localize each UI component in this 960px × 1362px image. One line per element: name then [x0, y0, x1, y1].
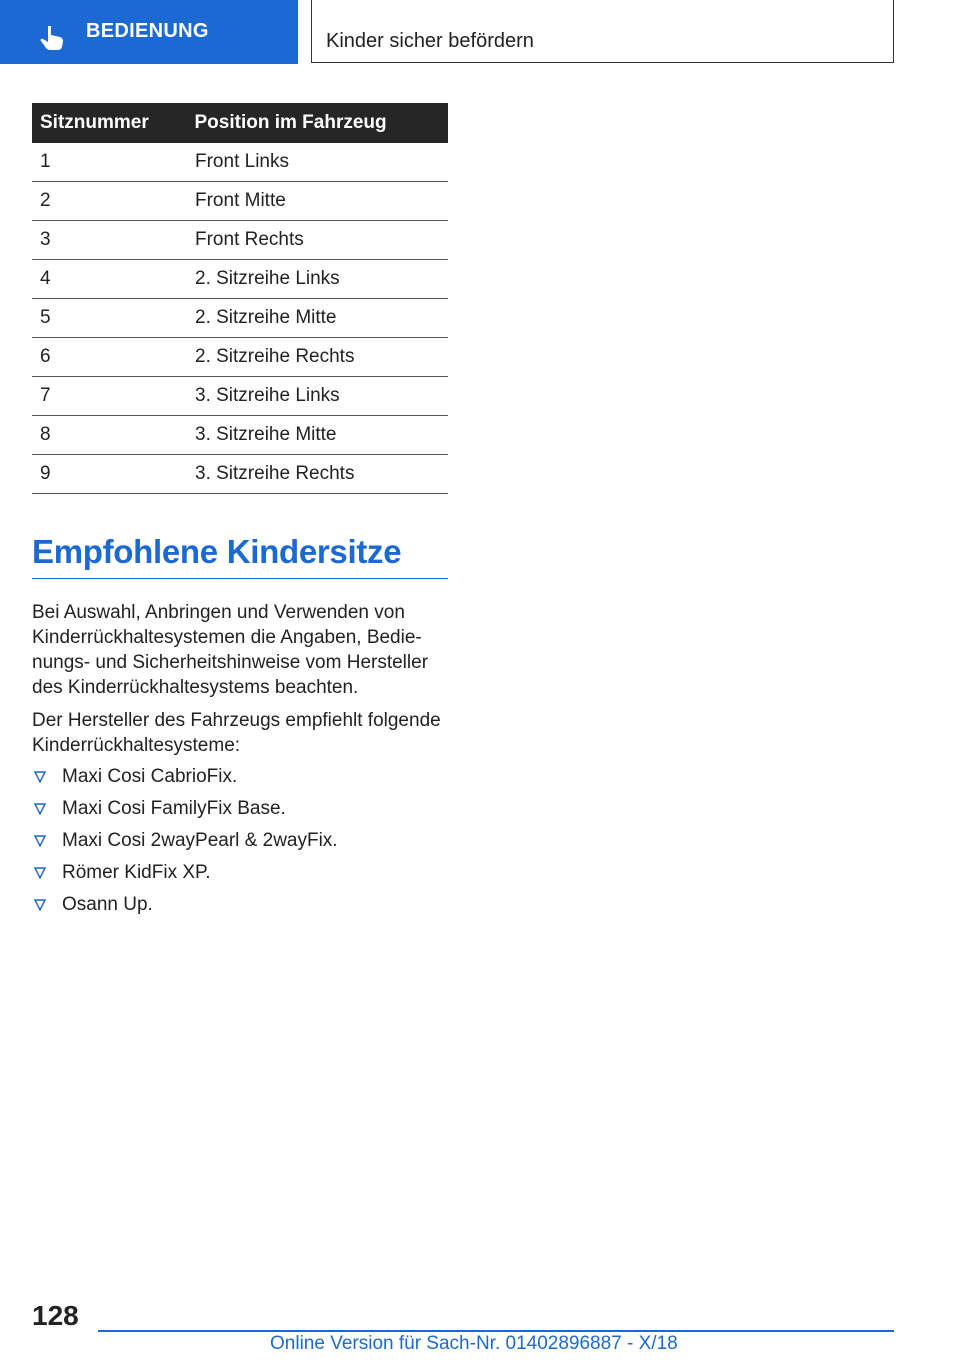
table-row: [32, 182, 448, 221]
seat-number: 8: [32, 416, 187, 455]
seat-number: 6: [32, 338, 187, 377]
column-header: Position im Fahrzeug: [187, 103, 449, 143]
table-row: [32, 143, 448, 182]
seat-position: 2. Sitzreihe Rechts: [187, 338, 449, 377]
seat-position: 2. Sitzreihe Mitte: [187, 299, 449, 338]
table-header-row: [32, 103, 448, 143]
section-tab: [0, 0, 298, 64]
list-item-text: Maxi Cosi FamilyFix Base.: [62, 798, 286, 819]
triangle-bullet-icon: [34, 867, 46, 879]
table-row: [32, 377, 448, 416]
list-item-text: Römer KidFix XP.: [62, 862, 211, 883]
table-row: [32, 299, 448, 338]
triangle-bullet-icon: [34, 899, 46, 911]
page-number: 128: [32, 1300, 79, 1331]
seat-number: 4: [32, 260, 187, 299]
section-label: BEDIENUNG: [86, 20, 209, 42]
seat-number: 2: [32, 182, 187, 221]
list-item-text: Maxi Cosi CabrioFix.: [62, 766, 238, 787]
seat-number: 7: [32, 377, 187, 416]
seat-number: 5: [32, 299, 187, 338]
triangle-bullet-icon: [34, 835, 46, 847]
seat-position: 3. Sitzreihe Links: [187, 377, 449, 416]
table-row: [32, 416, 448, 455]
seat-number: 9: [32, 455, 187, 494]
seat-position: Front Links: [187, 143, 449, 182]
seat-position: Front Rechts: [187, 221, 449, 260]
list-item: [32, 764, 448, 796]
list-item: [32, 796, 448, 828]
table-row: [32, 260, 448, 299]
chapter-title-box: [311, 0, 894, 63]
list-item-text: Maxi Cosi 2wayPearl & 2wayFix.: [62, 830, 338, 851]
seat-number: 1: [32, 143, 187, 182]
seat-number: 3: [32, 221, 187, 260]
table-row: [32, 338, 448, 377]
hand-pointer-icon: [40, 25, 64, 51]
seat-position: 3. Sitzreihe Mitte: [187, 416, 449, 455]
recommendation-paragraph: Der Hersteller des Fahrzeugs empfiehlt folgende Kinderrückhaltesysteme:: [32, 710, 441, 756]
chapter-title: Kinder sicher befördern: [326, 30, 534, 52]
list-item: [32, 860, 448, 892]
triangle-bullet-icon: [34, 803, 46, 815]
seat-position: 2. Sitzreihe Links: [187, 260, 449, 299]
seat-position: 3. Sitzreihe Rechts: [187, 455, 449, 494]
list-item-text: Osann Up.: [62, 894, 153, 915]
seat-position: Front Mitte: [187, 182, 449, 221]
table-row: [32, 455, 448, 494]
seat-number-table: [32, 103, 448, 494]
intro-paragraph: Bei Auswahl, Anbringen und Verwenden von Kinderrückhaltesystemen die Angaben, Bedienungs- und Sicherheitshinweise vom Hersteller des Kinderrückhaltesystems beachten.: [32, 602, 429, 698]
triangle-bullet-icon: [34, 771, 46, 783]
footer-divider: [98, 1330, 894, 1332]
table-row: [32, 221, 448, 260]
recommended-seats-list: [32, 764, 448, 924]
list-item: [32, 828, 448, 860]
column-header: Sitznummer: [32, 103, 187, 143]
section-heading: Empfohlene Kindersitze: [32, 533, 448, 579]
list-item: [32, 892, 448, 924]
footer-version-text: Online Version für Sach-Nr. 01402896887 - X/18: [270, 1333, 678, 1354]
